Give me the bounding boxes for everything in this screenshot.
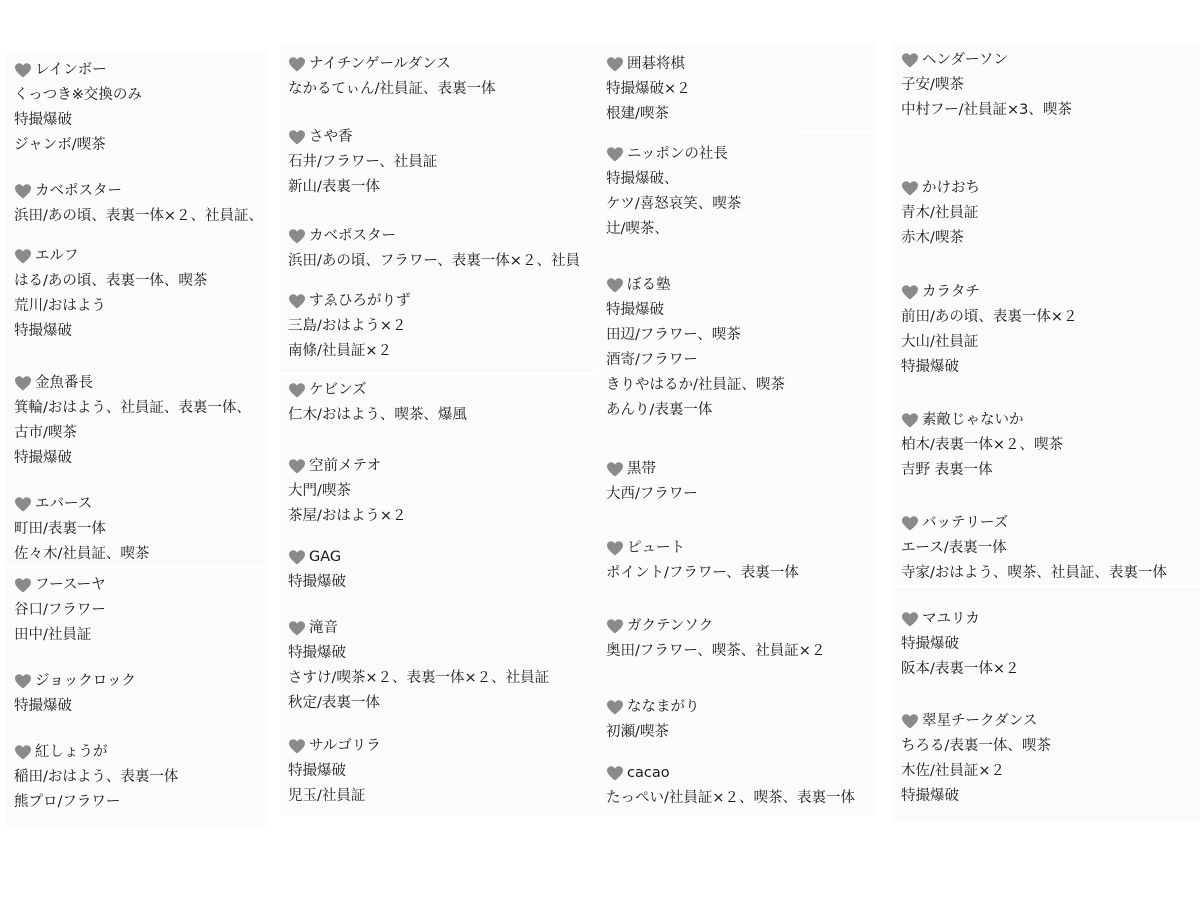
member-line: 特撮爆破 xyxy=(14,323,72,339)
team-name: 滝音 xyxy=(309,620,338,636)
team-name: エバース xyxy=(35,496,93,512)
team-entry xyxy=(288,545,346,595)
member-line: 特撮爆破 xyxy=(901,636,959,652)
team-name: ジョックロック xyxy=(35,673,136,689)
team-name: 金魚番長 xyxy=(35,375,93,391)
member-line: 佐々木/社員証、喫茶 xyxy=(14,546,150,562)
team-name: cacao xyxy=(627,765,670,781)
team-name: かけおち xyxy=(922,180,980,196)
team-name-row xyxy=(288,378,467,403)
member-line: 特撮爆破 xyxy=(288,645,346,661)
member-line: 町田/表裏一体 xyxy=(14,521,106,537)
team-name-row xyxy=(606,142,741,167)
team-name-row xyxy=(288,545,346,570)
team-name-row xyxy=(288,52,495,77)
member-line: 子安/喫茶 xyxy=(901,77,964,93)
member-line: 新山/表裏一体 xyxy=(288,179,380,195)
grey-heart-icon xyxy=(606,699,624,716)
team-entry xyxy=(606,142,741,242)
grey-heart-icon xyxy=(288,56,306,73)
member-line: 仁木/おはよう、喫茶、爆風 xyxy=(288,407,467,423)
team-name: バッテリーズ xyxy=(922,515,1009,531)
team-name: 翠星チークダンス xyxy=(922,713,1038,729)
member-line: はる/あの頃、表裏一体、喫茶 xyxy=(14,273,208,289)
grey-heart-icon xyxy=(901,284,919,301)
member-line: さすけ/喫茶×２、表裏一体×２、社員証 xyxy=(288,670,550,686)
team-name-row xyxy=(288,224,580,249)
member-line: 奥田/フラワー、喫茶、社員証×２ xyxy=(606,643,826,659)
team-name-row xyxy=(901,408,1063,433)
grey-heart-icon xyxy=(901,713,919,730)
team-name: カベポスター xyxy=(35,183,122,199)
team-name-row xyxy=(606,457,698,482)
grey-heart-icon xyxy=(14,577,32,594)
team-entry xyxy=(606,457,698,507)
member-line: 特撮爆破 xyxy=(288,574,346,590)
team-name: フースーヤ xyxy=(35,577,106,593)
team-name-row xyxy=(606,614,825,639)
team-entry xyxy=(901,176,980,251)
member-line: 浜田/あの頃、表裏一体×２、社員証、 xyxy=(14,208,264,224)
team-name-row xyxy=(14,669,136,694)
team-name: ニッポンの社長 xyxy=(627,146,728,162)
team-name-row xyxy=(901,511,1167,536)
team-name: 素敵じゃないか xyxy=(922,412,1024,428)
team-name: エルフ xyxy=(35,248,79,264)
screenshot-seam xyxy=(893,585,1200,588)
team-entry xyxy=(606,273,785,423)
member-line: きりやはるか/社員証、喫茶 xyxy=(606,377,785,393)
team-name-row xyxy=(901,709,1051,734)
team-entry xyxy=(288,616,549,716)
member-line: 根建/喫茶 xyxy=(606,106,669,122)
team-entry xyxy=(288,125,437,200)
team-name-row xyxy=(288,616,549,641)
grey-heart-icon xyxy=(14,62,32,79)
grey-heart-icon xyxy=(14,744,32,761)
team-entry xyxy=(901,408,1063,483)
member-line: 木佐/社員証×２ xyxy=(901,763,1006,779)
team-entry xyxy=(14,58,142,158)
team-name: GAG xyxy=(309,549,342,565)
grey-heart-icon xyxy=(288,458,306,475)
member-line: 特撮爆破 xyxy=(606,302,664,318)
screenshot-seam xyxy=(6,566,268,569)
member-line: 特撮爆破×２ xyxy=(606,81,691,97)
team-entry xyxy=(901,511,1167,586)
member-line: 稲田/おはよう、表裏一体 xyxy=(14,769,179,785)
grey-heart-icon xyxy=(606,461,624,478)
team-entry xyxy=(288,52,495,102)
member-line: 中村フー/社員証×3、喫茶 xyxy=(901,102,1072,118)
team-entry xyxy=(14,573,106,648)
grey-heart-icon xyxy=(288,549,306,566)
grey-heart-icon xyxy=(288,382,306,399)
member-line: 阪本/表裏一体×２ xyxy=(901,661,1020,677)
grey-heart-icon xyxy=(288,620,306,637)
member-line: 田辺/フラワー、喫茶 xyxy=(606,327,741,343)
member-line: 特撮爆破 xyxy=(14,450,72,466)
member-line: 特撮爆破 xyxy=(901,788,959,804)
team-entry xyxy=(14,179,263,229)
team-list-column-1 xyxy=(6,52,268,827)
team-name-row xyxy=(288,125,437,150)
screenshot-seam xyxy=(280,372,600,375)
team-name-row xyxy=(14,179,263,204)
member-line: 谷口/フラワー xyxy=(14,602,106,618)
member-line: エース/表裏一体 xyxy=(901,540,1007,556)
team-name: カラタチ xyxy=(922,284,980,300)
team-entry xyxy=(606,614,825,664)
member-line: 浜田/あの頃、フラワー、表裏一体×２、社員 xyxy=(288,253,580,269)
team-name-row xyxy=(14,244,207,269)
team-name-row xyxy=(14,573,106,598)
team-list-column-4 xyxy=(893,44,1200,822)
team-entry xyxy=(606,761,855,811)
team-name: ガクテンソク xyxy=(627,618,714,634)
grey-heart-icon xyxy=(606,277,624,294)
team-entry xyxy=(288,734,381,809)
grey-heart-icon xyxy=(288,228,306,245)
team-name: カベポスター xyxy=(309,228,396,244)
team-name-row xyxy=(14,492,149,517)
team-entry xyxy=(901,709,1051,809)
team-name-row xyxy=(901,280,1078,305)
grey-heart-icon xyxy=(901,52,919,69)
team-name: ケビンズ xyxy=(309,382,367,398)
team-name-row xyxy=(901,48,1072,73)
member-line: 石井/フラワー、社員証 xyxy=(288,154,438,170)
member-line: 前田/あの頃、表裏一体×２ xyxy=(901,309,1078,325)
team-name: ぼる塾 xyxy=(627,277,671,293)
team-name-row xyxy=(901,176,980,201)
grey-heart-icon xyxy=(606,618,624,635)
grey-heart-icon xyxy=(606,540,624,557)
grey-heart-icon xyxy=(14,183,32,200)
team-name: すゑひろがりず xyxy=(309,293,411,309)
team-name: 紅しょうが xyxy=(35,744,108,760)
team-name: 黒帯 xyxy=(627,461,656,477)
member-line: 特撮爆破 xyxy=(14,112,72,128)
team-entry xyxy=(288,454,407,529)
member-line: 三島/おはよう×２ xyxy=(288,318,407,334)
team-name: 空前メテオ xyxy=(309,458,382,474)
team-name: 囲碁将棋 xyxy=(627,56,685,72)
team-name-row xyxy=(14,740,178,765)
team-name-row xyxy=(606,761,855,786)
member-line: ケツ/喜怒哀笑、喫茶 xyxy=(606,196,742,212)
member-line: 吉野 表裏一体 xyxy=(901,462,993,478)
member-line: 寺家/おはよう、喫茶、社員証、表裏一体 xyxy=(901,565,1167,581)
grey-heart-icon xyxy=(606,146,624,163)
member-line: 秋定/表裏一体 xyxy=(288,695,380,711)
member-line: ポイント/フラワー、表裏一体 xyxy=(606,565,799,581)
team-name: ピュート xyxy=(627,540,685,556)
team-name-row xyxy=(288,289,411,314)
grey-heart-icon xyxy=(288,129,306,146)
grey-heart-icon xyxy=(606,56,624,73)
team-name: サルゴリラ xyxy=(309,738,381,754)
grey-heart-icon xyxy=(288,293,306,310)
screenshot-seam xyxy=(798,130,876,133)
team-name-row xyxy=(606,273,785,298)
team-entry xyxy=(901,607,1020,682)
team-entry xyxy=(606,52,691,127)
team-name: マユリカ xyxy=(922,611,980,627)
member-line: 南條/社員証×２ xyxy=(288,343,393,359)
team-entry xyxy=(14,492,149,567)
team-name: ナイチンゲールダンス xyxy=(309,56,451,72)
team-list-column-2 xyxy=(280,44,600,816)
member-line: 青木/社員証 xyxy=(901,205,979,221)
member-line: 大山/社員証 xyxy=(901,334,979,350)
member-line: 柏木/表裏一体×２、喫茶 xyxy=(901,437,1064,453)
team-name: ななまがり xyxy=(627,699,700,715)
member-line: 特撮爆破、 xyxy=(606,171,679,187)
member-line: 熊プロ/フラワー xyxy=(14,794,121,810)
member-line: 特撮爆破 xyxy=(14,698,72,714)
team-entry xyxy=(14,669,136,719)
team-entry xyxy=(14,740,178,815)
member-line: ジャンボ/喫茶 xyxy=(14,137,106,153)
member-line: 箕輪/おはよう、社員証、表裏一体、 xyxy=(14,400,251,416)
team-name: さや香 xyxy=(309,129,353,145)
member-line: 児玉/社員証 xyxy=(288,788,366,804)
grey-heart-icon xyxy=(288,738,306,755)
team-name-row xyxy=(288,734,381,759)
team-entry xyxy=(14,371,251,471)
member-line: たっぺい/社員証×２、喫茶、表裏一体 xyxy=(606,790,856,806)
member-line: 大門/喫茶 xyxy=(288,483,351,499)
member-line: 古市/喫茶 xyxy=(14,425,77,441)
team-entry xyxy=(606,695,700,745)
member-line: 酒寄/フラワー xyxy=(606,352,698,368)
team-entry xyxy=(606,536,799,586)
team-name-row xyxy=(14,58,142,83)
team-name-row xyxy=(901,607,1020,632)
member-line: 赤木/喫茶 xyxy=(901,230,964,246)
member-line: 特撮爆破 xyxy=(901,359,959,375)
member-line: 田中/社員証 xyxy=(14,627,92,643)
team-entry xyxy=(14,244,207,344)
team-entry xyxy=(288,378,467,428)
member-line: 初瀬/喫茶 xyxy=(606,724,669,740)
team-name-row xyxy=(14,371,251,396)
team-name-row xyxy=(606,695,700,720)
team-name-row xyxy=(606,52,691,77)
team-entry xyxy=(901,48,1072,123)
team-name-row xyxy=(288,454,407,479)
member-line: 特撮爆破 xyxy=(288,763,346,779)
member-line: 荒川/おはよう xyxy=(14,298,106,314)
team-name-row xyxy=(606,536,799,561)
member-line: あんり/表裏一体 xyxy=(606,402,713,418)
team-name: ヘンダーソン xyxy=(922,52,1008,68)
grey-heart-icon xyxy=(14,375,32,392)
grey-heart-icon xyxy=(14,248,32,265)
team-entry xyxy=(288,289,411,364)
team-entry xyxy=(288,224,580,274)
grey-heart-icon xyxy=(901,180,919,197)
member-line: くっつき※交換のみ xyxy=(14,87,142,103)
grey-heart-icon xyxy=(14,496,32,513)
grey-heart-icon xyxy=(14,673,32,690)
member-line: 茶屋/おはよう×２ xyxy=(288,508,407,524)
grey-heart-icon xyxy=(901,412,919,429)
member-line: 大西/フラワー xyxy=(606,486,698,502)
grey-heart-icon xyxy=(901,515,919,532)
team-name: レインボー xyxy=(35,62,107,78)
team-list-column-3 xyxy=(598,44,876,816)
team-entry xyxy=(901,280,1078,380)
member-line: 辻/喫茶、 xyxy=(606,221,669,237)
member-line: なかるてぃん/社員証、表裏一体 xyxy=(288,81,496,97)
member-line: ちろる/表裏一体、喫茶 xyxy=(901,738,1051,754)
grey-heart-icon xyxy=(606,765,624,782)
grey-heart-icon xyxy=(901,611,919,628)
